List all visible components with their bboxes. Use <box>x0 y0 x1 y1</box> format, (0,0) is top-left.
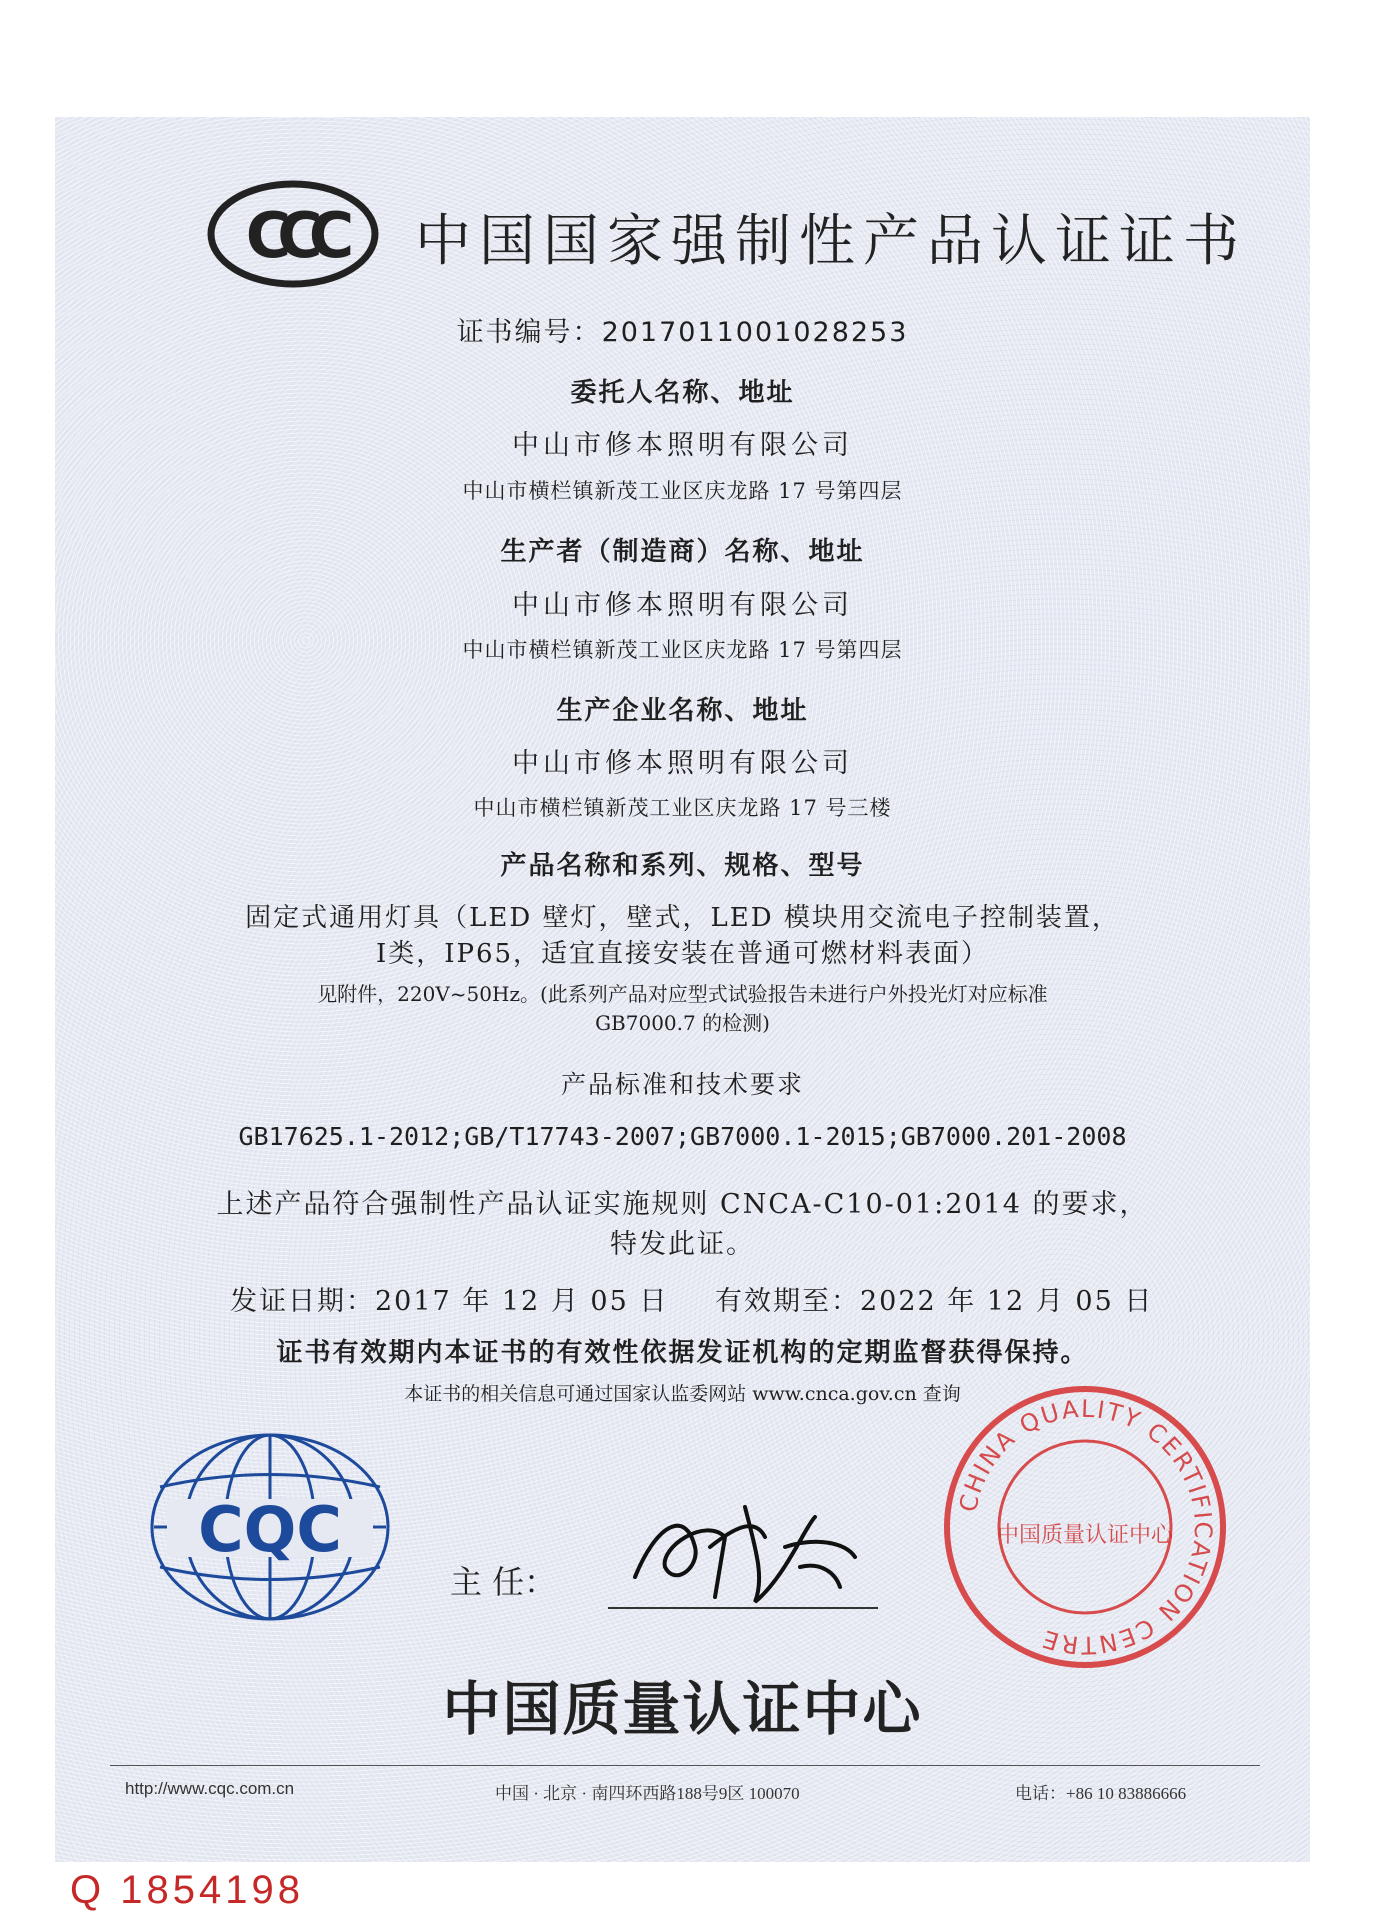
factory-name: 中山市修本照明有限公司 <box>512 748 853 779</box>
issue-date <box>230 1279 668 1318</box>
website-note: 本证书的相关信息可通过国家认监委网站 www.cnca.gov.cn 查询 <box>404 1383 961 1405</box>
issue-date-value: 2017 年 12 月 05 日 <box>375 1286 669 1317</box>
cqc-logo-text: CQC <box>198 1493 342 1566</box>
seal-outer-text: CHINA QUALITY CERTIFICATION CENTRE <box>953 1394 1218 1660</box>
serial-number: Q 1854198 <box>70 1868 304 1912</box>
director-label: 主 任： <box>450 1563 557 1601</box>
product-line-1: 固定式通用灯具（LED 壁灯，壁式，LED 模块用交流电子控制装置， <box>245 903 1120 933</box>
applicant-name: 中山市修本照明有限公司 <box>512 430 853 461</box>
expiry-date <box>715 1279 1153 1318</box>
seal-inner-text: 中国质量认证中心 <box>996 1523 1174 1548</box>
applicant-heading: 委托人名称、地址 <box>570 378 795 408</box>
expiry-date-value: 2022 年 12 月 05 日 <box>860 1286 1154 1317</box>
validity-note: 证书有效期内本证书的有效性依据发证机构的定期监督获得保持。 <box>276 1338 1089 1368</box>
factory-heading: 生产企业名称、地址 <box>556 696 809 726</box>
conformity-line-2: 特发此证。 <box>610 1229 755 1260</box>
ccc-logo <box>203 179 383 289</box>
product-line-2: Ⅰ类，IP65，适宜直接安装在普通可燃材料表面） <box>375 939 990 969</box>
standards-heading: 产品标准和技术要求 <box>560 1070 804 1099</box>
conformity-line-1: 上述产品符合强制性产品认证实施规则 CNCA-C10-01:2014 的要求， <box>216 1189 1149 1220</box>
cqc-logo <box>145 1427 395 1627</box>
certificate-sheet <box>55 117 1310 1862</box>
manufacturer-address: 中山市横栏镇新茂工业区庆龙路 17 号第四层 <box>462 638 903 662</box>
footer-divider <box>110 1765 1260 1766</box>
certificate-number-value: 2017011001028253 <box>601 317 909 348</box>
certificate-number-label: 证书编号： <box>456 317 602 348</box>
expiry-date-label: 有效期至： <box>715 1286 860 1317</box>
footer-url[interactable]: http://www.cqc.com.cn <box>125 1779 295 1798</box>
footer-address: 中国 · 北京 · 南四环西路188号9区 100070 <box>495 1784 800 1803</box>
footer-phone: 电话：+86 10 83886666 <box>1015 1784 1187 1803</box>
product-line-3: 见附件，220V~50Hz。(此系列产品对应型式试验报告未进行户外投光灯对应标准 <box>317 982 1048 1006</box>
issue-date-label: 发证日期： <box>230 1286 375 1317</box>
ccc-logo-text: CCC <box>245 199 341 272</box>
manufacturer-name: 中山市修本照明有限公司 <box>512 590 853 621</box>
official-seal <box>940 1382 1230 1672</box>
factory-address: 中山市横栏镇新茂工业区庆龙路 17 号三楼 <box>473 796 892 820</box>
certificate-number <box>55 310 1310 349</box>
standards-list: GB17625.1-2012;GB/T17743-2007;GB7000.1-2015;GB7000.201-2008 <box>238 1122 1127 1151</box>
certificate-title: 中国国家强制性产品认证证书 <box>415 209 1247 274</box>
product-line-4: GB7000.7 的检测) <box>595 1011 770 1035</box>
applicant-address: 中山市横栏镇新茂工业区庆龙路 17 号第四层 <box>462 479 903 503</box>
manufacturer-heading: 生产者（制造商）名称、地址 <box>500 537 865 567</box>
product-heading: 产品名称和系列、规格、型号 <box>500 851 865 881</box>
director-signature <box>615 1487 875 1617</box>
issuer-name: 中国质量认证中心 <box>442 1675 923 1743</box>
signature-line <box>608 1607 878 1609</box>
